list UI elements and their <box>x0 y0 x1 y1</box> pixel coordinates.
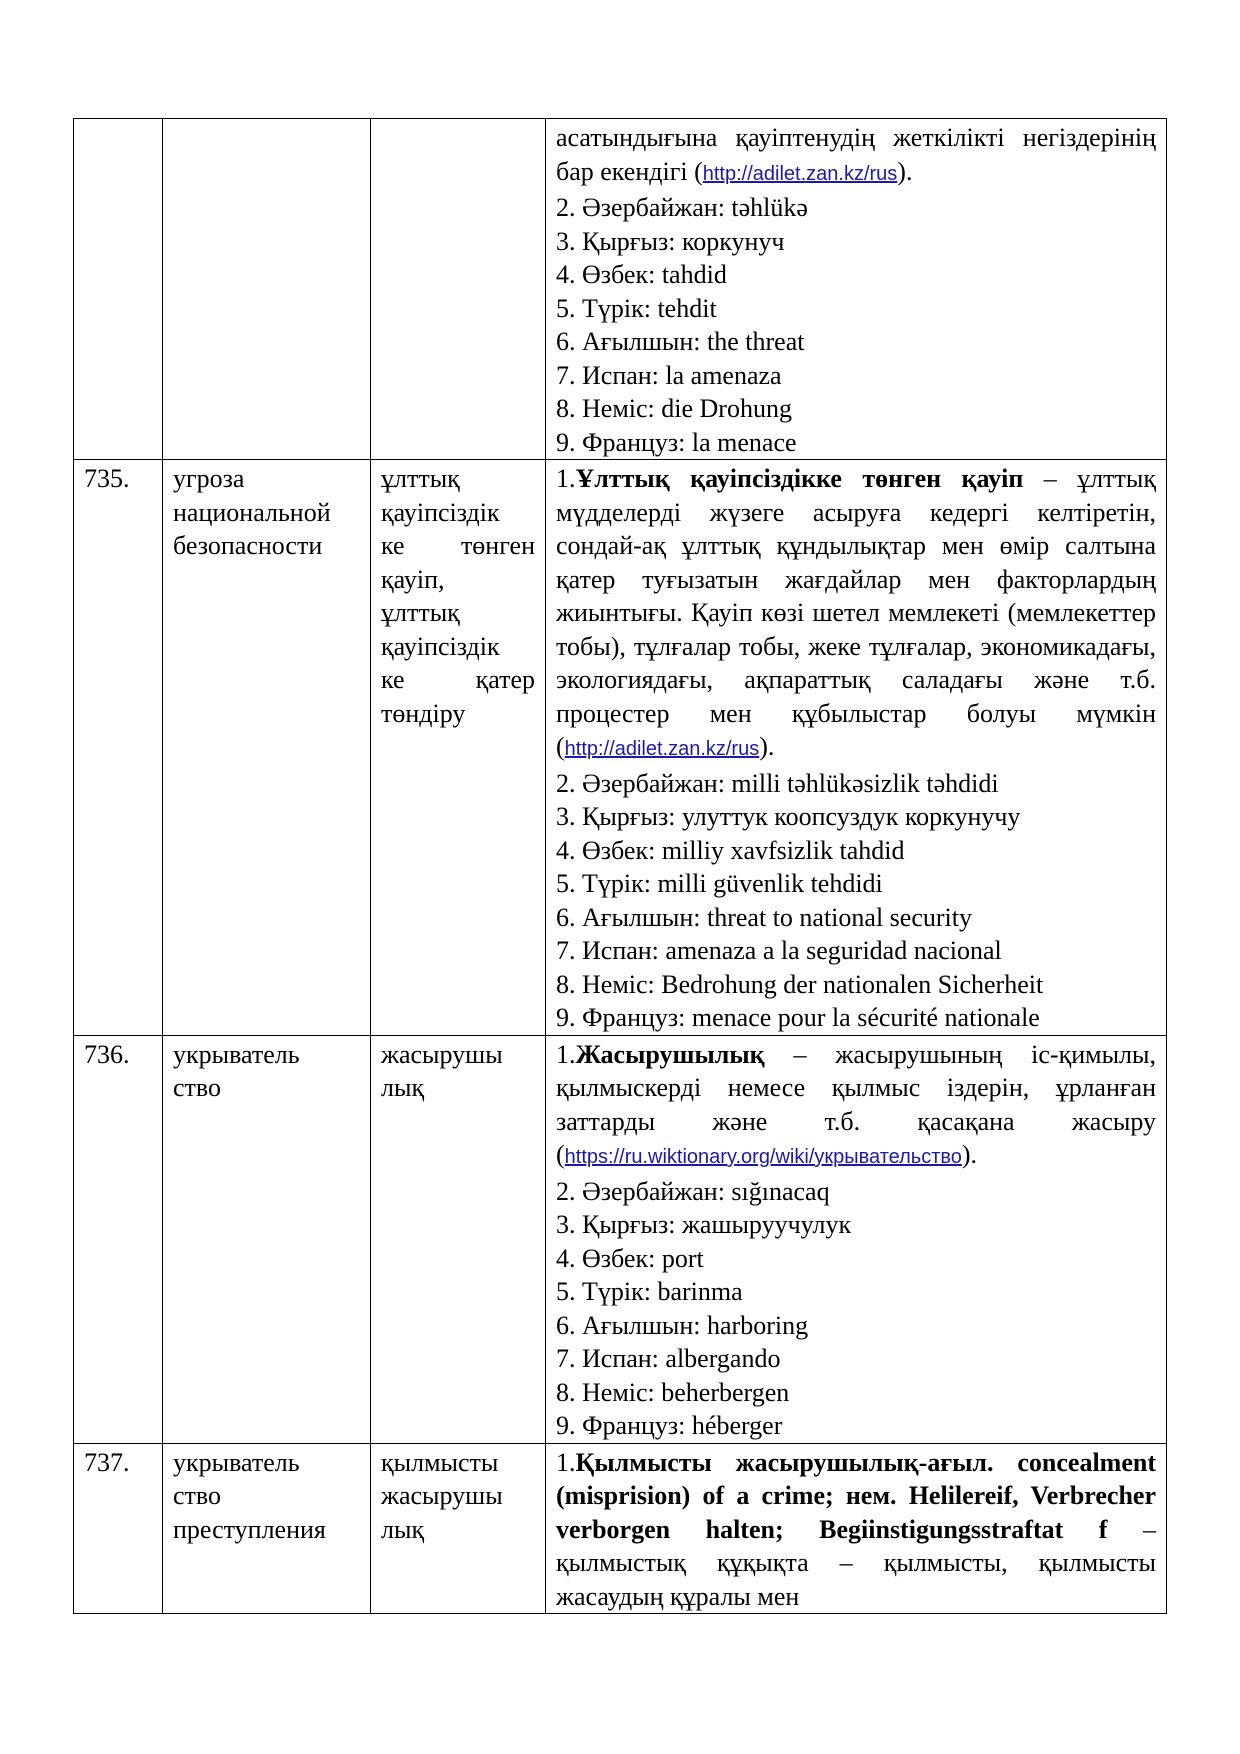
russian-term-line: безопасности <box>173 531 323 560</box>
translation-line: 7. Испан: albergando <box>556 1344 781 1373</box>
kazakh-term <box>371 1443 546 1614</box>
kazakh-term-line: қауіп, <box>381 564 445 594</box>
entry-number <box>74 119 163 460</box>
russian-term <box>163 1035 371 1443</box>
russian-term-line: укрыватель <box>173 1039 300 1069</box>
definition-end: ). <box>961 1140 978 1169</box>
translation-line: 5. Түрік: tehdit <box>556 293 717 323</box>
kazakh-term-line: төндіру <box>381 698 466 728</box>
translation-line: 6. Ағылшын: threat to national security <box>556 902 972 932</box>
translation-line: 4. Өзбек: port <box>556 1243 704 1273</box>
definition-cell <box>546 119 1167 460</box>
translation-line: 7. Испан: amenaza a la seguridad nacional <box>556 936 1002 965</box>
kazakh-term-line: қауіпсіздік <box>381 631 500 661</box>
definition-term: Қылмысты жасырушылық-ағыл. concealment (misprision) of a crime; нем. Helilereif, Verbrecher verborgen halten; Begiinstigungsstraftat f <box>556 1447 1156 1544</box>
translation-line: 2. Әзербайжан: milli təhlükəsizlik təhdidi <box>556 768 999 798</box>
kazakh-term-line: қылмысты <box>381 1447 499 1477</box>
definition-text: 1.Жасырушылық – жасырушының іс-қимылы, қылмыскерді немесе қылмыс іздерін, ұрланған заттарды және т.б. қасақана жасыру (https://ru.wiktionary.org/wiki/укрывательство). <box>556 1039 1156 1169</box>
kazakh-term-line: лық <box>381 1073 425 1102</box>
translation-line: 2. Әзербайжан: təhlükə <box>556 193 808 222</box>
definition-text: 1.Ұлттық қауіпсіздікке төнген қауіп – ұлттық мүдделерді жүзеге асыруға кедергі келтіретін, сондай-ақ ұлттық құндылықтар мен өмір салтына қатер туғызатын жағдайлар мен факторлардың жиынтығы. Қауіп көзі шетел мемлекеті (мемлекеттер тобы), тұлғалар тобы, жеке тұлғалар, экономикадағы, экологиядағы, ақпараттық саладағы және т.б. процестер мен құбылыстар болуы мүмкін (http://adilet.zan.kz/rus). <box>556 464 1156 761</box>
kazakh-term <box>371 1035 546 1443</box>
translation-line: 6. Ағылшын: the threat <box>556 327 805 356</box>
translation-line: 4. Өзбек: tahdid <box>556 260 727 289</box>
definition-text <box>556 121 1156 191</box>
translation-line: 9. Француз: la menace <box>556 427 797 457</box>
translation-line: 3. Қырғыз: коркунуч <box>556 226 785 256</box>
kazakh-term-line: ке қатер <box>381 665 535 694</box>
definition-cell <box>546 460 1167 1036</box>
definition-body: – жасырушының іс-қимылы, қылмыскерді немесе қылмыс іздерін, ұрланған заттарды және т.б. қасақана жасыру ( <box>556 1039 1156 1169</box>
definition-body: асатындығына қауіптенудің жеткілікті негіздерінің бар екендігі ( <box>556 123 1156 186</box>
russian-term <box>163 1443 371 1614</box>
source-link[interactable]: https://ru.wiktionary.org/wiki/укрывательство <box>564 1146 962 1168</box>
table-row <box>74 1443 1167 1614</box>
russian-term-line: ство <box>173 1073 222 1102</box>
kazakh-term-line: лық <box>381 1514 425 1544</box>
entry-number: 735. <box>74 460 163 1036</box>
kazakh-term-line: жасырушы <box>381 1039 503 1069</box>
translation-line: 4. Өзбек: milliy xavfsizlik tahdid <box>556 835 905 865</box>
russian-term-line: угроза <box>173 464 245 493</box>
definition-cell <box>546 1443 1167 1614</box>
translation-line: 9. Француз: héberger <box>556 1411 783 1440</box>
definition-cell <box>546 1035 1167 1443</box>
entry-number: 737. <box>74 1443 163 1614</box>
translation-line: 5. Түрік: barinma <box>556 1277 743 1306</box>
kazakh-term <box>371 460 546 1036</box>
definition-term: Жасырушылық <box>575 1039 765 1069</box>
russian-term <box>163 460 371 1036</box>
source-link[interactable]: http://adilet.zan.kz/rus <box>564 738 760 760</box>
translation-line: 2. Әзербайжан: sığınacaq <box>556 1176 830 1206</box>
russian-term-line: национальной <box>173 497 331 527</box>
russian-term <box>163 119 371 460</box>
kazakh-term-line: ұлттық <box>381 464 460 493</box>
translation-line: 5. Түрік: milli güvenlik tehdidi <box>556 869 883 898</box>
russian-term-line: укрыватель <box>173 1447 300 1477</box>
definition-term: Ұлттық қауіпсіздікке төнген қауіп <box>575 464 1024 493</box>
kazakh-term-line: ұлттық <box>381 598 460 627</box>
kazakh-term-line: қауіпсіздік <box>381 497 500 527</box>
kazakh-term <box>371 119 546 460</box>
glossary-table-body <box>74 119 1167 1614</box>
definition-body: – ұлттық мүдделерді жүзеге асыруға кедергі келтіретін, сондай-ақ ұлттық құндылықтар мен өмір салтына қатер туғызатын жағдайлар мен факторлардың жиынтығы. Қауіп көзі шетел мемлекеті (мемлекеттер тобы), тұлғалар тобы, жеке тұлғалар, экономикадағы, экологиядағы, ақпараттық саладағы және т.б. процестер мен құбылыстар болуы мүмкін ( <box>556 464 1156 761</box>
glossary-table <box>73 118 1167 1614</box>
table-row <box>74 1035 1167 1443</box>
definition-end: ). <box>759 732 775 761</box>
translation-line: 9. Француз: menace pour la sécurité nationale <box>556 1003 1040 1032</box>
translation-line: 3. Қырғыз: улуттук коопсуздук коркунучу <box>556 802 1021 831</box>
kazakh-term-line: ке төнген <box>381 531 535 560</box>
kazakh-term-line: жасырушы <box>381 1481 503 1510</box>
definition-body: – қылмыстық құқықта – қылмысты, қылмысты жасаудың құралы мен <box>556 1514 1157 1611</box>
source-link[interactable]: http://adilet.zan.kz/rus <box>702 162 898 185</box>
definition-text: 1.Қылмысты жасырушылық-ағыл. concealment (misprision) of a crime; нем. Helilereif, Verbrecher verborgen halten; Begiinstigungsstraftat f – қылмыстық құқықта – қылмысты, қылмысты жасаудың құралы мен <box>556 1447 1157 1611</box>
entry-number: 736. <box>74 1035 163 1443</box>
translation-line: 8. Неміс: beherbergen <box>556 1377 790 1407</box>
table-row <box>74 119 1167 460</box>
russian-term-line: преступления <box>173 1514 326 1544</box>
translation-line: 6. Ағылшын: harboring <box>556 1310 809 1340</box>
translation-line: 3. Қырғыз: жашыруучулук <box>556 1210 852 1239</box>
translation-line: 8. Неміс: die Drohung <box>556 394 792 423</box>
definition-end: ). <box>897 156 913 186</box>
russian-term-line: ство <box>173 1481 222 1510</box>
table-row <box>74 460 1167 1036</box>
translation-line: 8. Неміс: Bedrohung der nationalen Sicherheit <box>556 969 1044 999</box>
translation-line: 7. Испан: la amenaza <box>556 360 782 390</box>
